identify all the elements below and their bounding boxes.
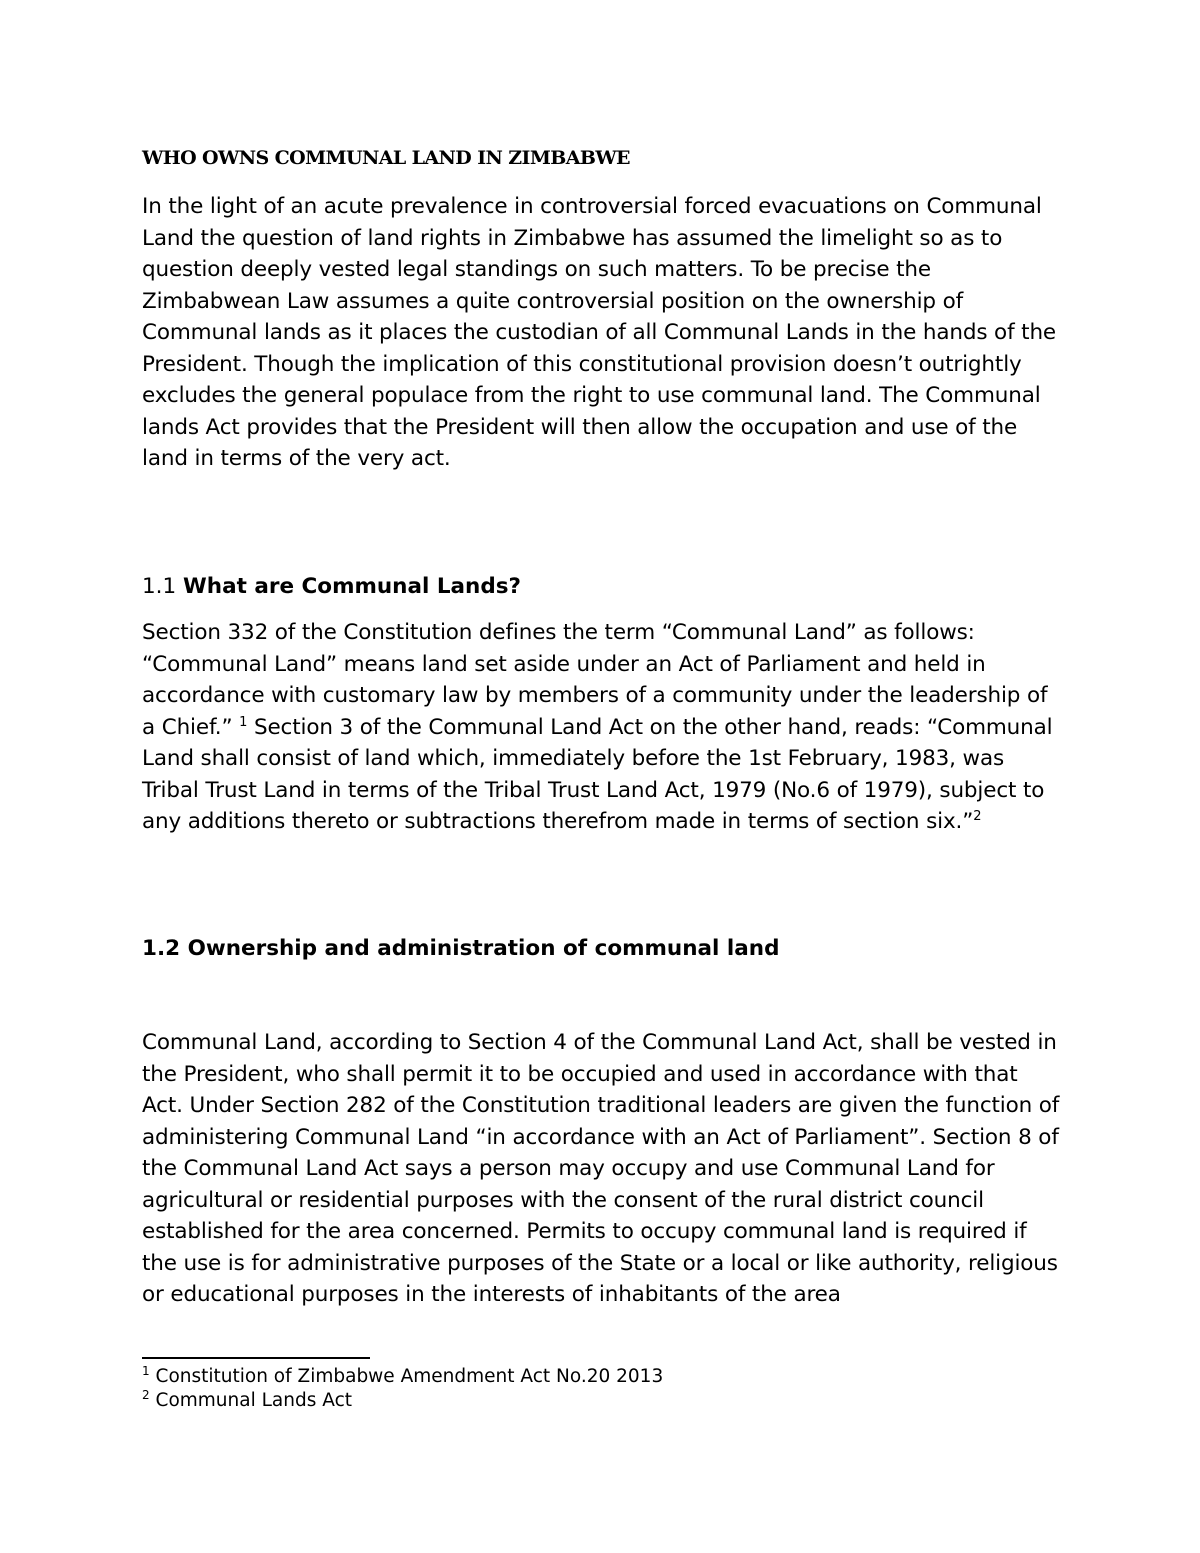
footnote-ref-2[interactable]: 2 <box>973 808 982 824</box>
footnote-2-marker: 2 <box>142 1387 150 1402</box>
section-1-2-paragraph: Communal Land, according to Section 4 of the Communal Land Act, shall be vested in the President, who shall permit it to be occupied and used in accordance with that Act. Under Section 282 of the Constitution traditional leaders are given the function of administering Communal Land “in accordance with an Act of Parliament”. Section 8 of the Communal Land Act says a person may occupy and use Communal Land for agricultural or residential purposes with the consent of the rural district council established for the area concerned. Permits to occupy communal land is required if the use is for administrative purposes of the State or a local or like authority, religious or educational purposes in the interests of inhabitants of the area <box>142 1030 1060 1307</box>
section-1-1-number: 1.1 <box>142 574 177 599</box>
footnote-2-text: Communal Lands Act <box>149 1390 352 1411</box>
section-1-1-text-part2: Section 3 of the Communal Land Act on the other hand, reads: “Communal Land shall consist of land which, immediately before the 1st February, 1983, was Tribal Trust Land in terms of the Tribal Trust Land Act, 1979 (No.6 of 1979), subject to any additions thereto or subtractions therefrom made in terms of section six.” <box>142 714 1053 834</box>
section-1-1-paragraph <box>142 617 1062 838</box>
intro-paragraph: In the light of an acute prevalence in controversial forced evacuations on Communal Land the question of land rights in Zimbabwe has assumed the limelight so as to question deeply vested legal standings on such matters. To be precise the Zimbabwean Law assumes a quite controversial position on the ownership of Communal lands as it places the custodian of all Communal Lands in the hands of the President. Though the implication of this constitutional provision doesn’t outrightly excludes the general populace from the right to use communal land. The Communal lands Act provides that the President will then allow the occupation and use of the land in terms of the very act. <box>142 194 1057 471</box>
footnote-1 <box>142 1365 663 1389</box>
footnote-2 <box>142 1389 352 1413</box>
section-1-1-text-part1: Section 332 of the Constitution defines the term “Communal Land” as follows: “Communal Land” means land set aside under an Act of Parliament and held in accordance with customary law by members of a community under the leadership of a Chief.” <box>142 620 1048 740</box>
footnote-1-text: Constitution of Zimbabwe Amendment Act No.20 2013 <box>149 1366 664 1387</box>
section-1-1-heading <box>142 571 521 603</box>
footnote-separator <box>142 1357 370 1359</box>
section-1-1-title: What are Communal Lands? <box>183 574 522 599</box>
section-1-2-heading: 1.2 Ownership and administration of communal land <box>142 936 780 961</box>
document-title: WHO OWNS COMMUNAL LAND IN ZIMBABWE <box>142 147 630 169</box>
footnote-ref-1[interactable]: 1 <box>239 714 248 730</box>
footnote-1-marker: 1 <box>142 1363 150 1378</box>
